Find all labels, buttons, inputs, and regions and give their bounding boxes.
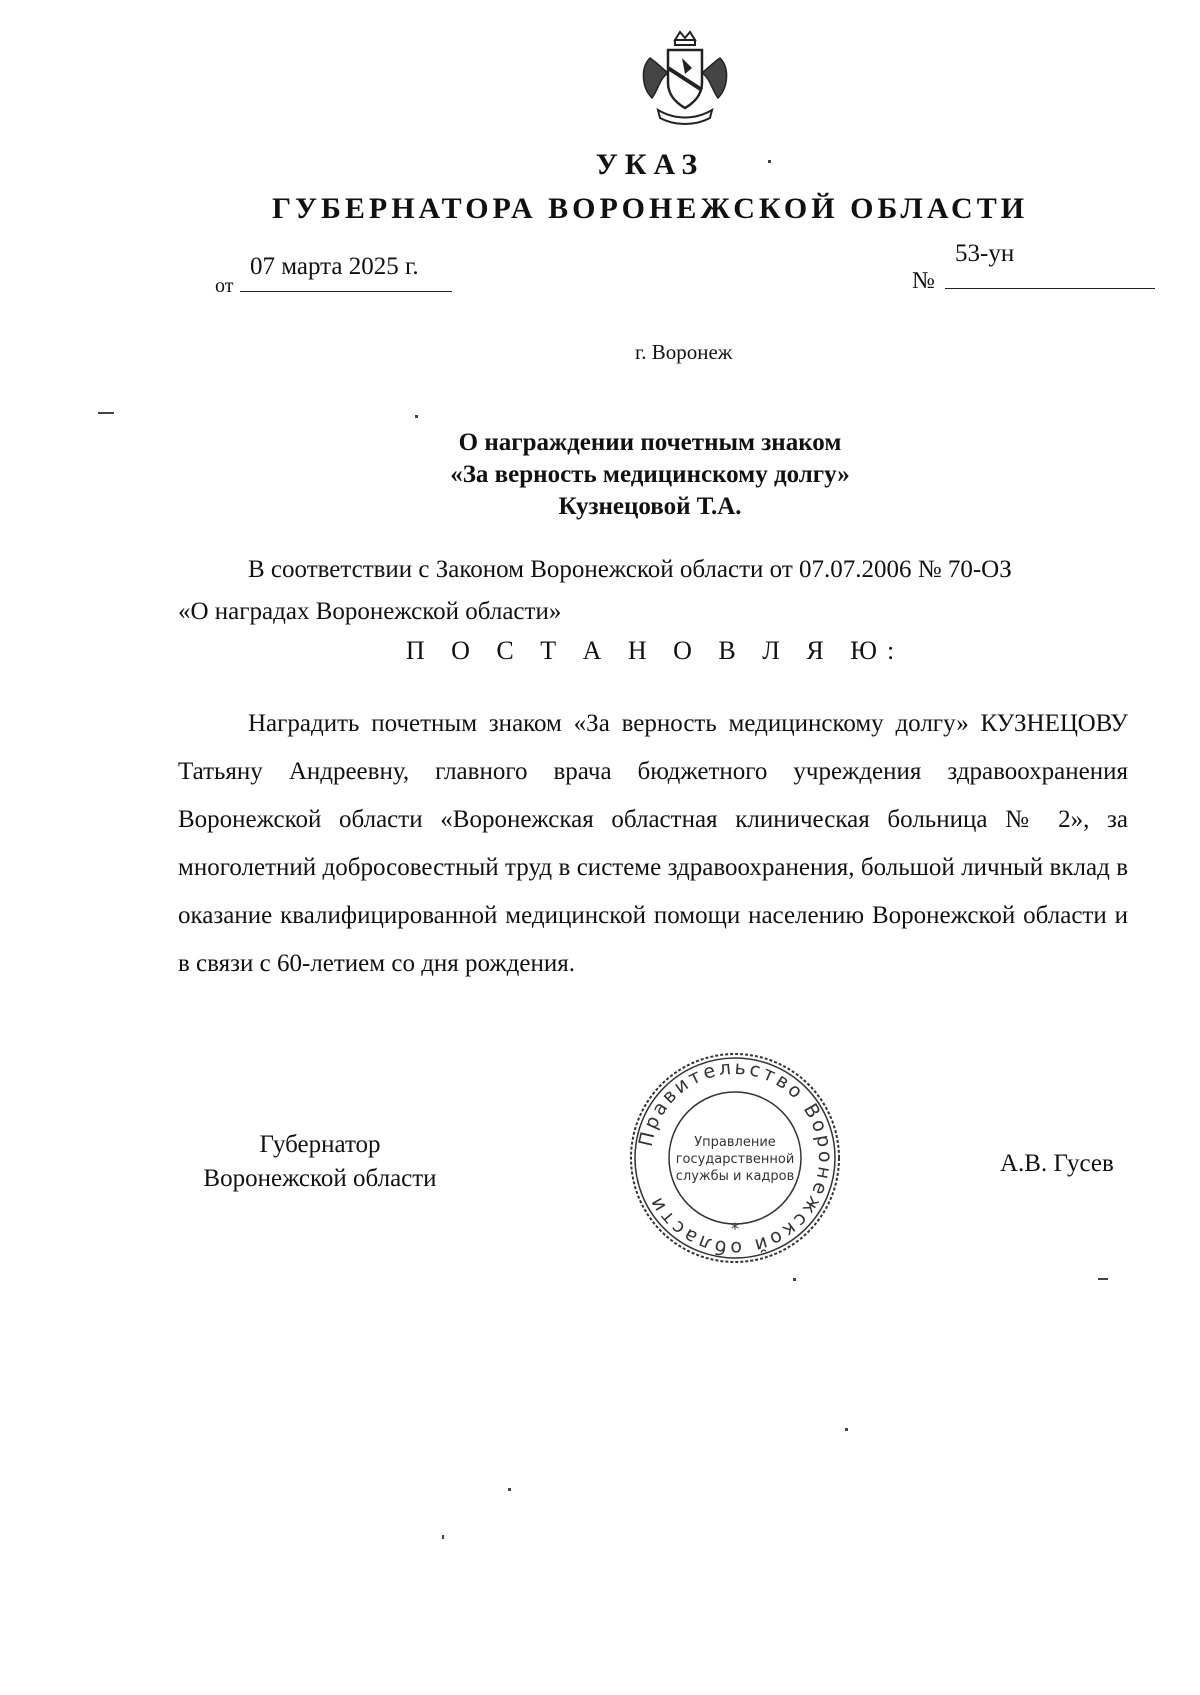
scan-speck — [508, 1488, 511, 1491]
document-city: г. Воронеж — [635, 340, 733, 364]
signatory-role — [185, 1128, 455, 1196]
signatory-role-line-2: Воронежской области — [203, 1165, 437, 1192]
scan-speck — [793, 1278, 796, 1281]
document-heading — [0, 427, 1200, 523]
decree-body: Наградить почетным знаком «За верность медицинскому долгу» КУЗНЕЦОВУ Татьяну Андреевну, главного врача бюджетного учреждения здравоохранения Воронежской области «Воронежская областная клиническая больница № 2», за многолетний добросовестный труд в системе здравоохранения, большой личный вклад в оказание квалифицированной медицинской помощи населению Воронежской области и в связи с 60-летием со дня рождения. — [178, 710, 1128, 977]
document-subtitle: ГУБЕРНАТОРА ВОРОНЕЖСКОЙ ОБЛАСТИ — [271, 192, 1029, 225]
preamble-line-2: «О наградах Воронежской области» — [178, 598, 562, 625]
scan-speck — [1098, 1278, 1108, 1280]
preamble-line-1: В соответствии с Законом Воронежской области от 07.07.2006 № 70-ОЗ — [248, 556, 1012, 583]
number-underline — [945, 288, 1155, 289]
heading-line-3: Кузнецовой Т.А. — [558, 493, 742, 520]
document-number: 53-ун — [955, 240, 1015, 267]
signatory-role-line-1: Губернатор — [259, 1131, 381, 1158]
seal-ring-text: Правительство Воронежской области — [634, 1056, 837, 1260]
number-prefix: № — [912, 268, 935, 294]
seal-star: * — [731, 1219, 739, 1238]
seal-center-line-2: государственной — [675, 1152, 795, 1167]
official-seal — [625, 1048, 845, 1268]
scan-speck — [98, 412, 114, 414]
scan-speck — [768, 160, 771, 163]
heading-line-2: «За верность медицинскому долгу» — [450, 461, 850, 488]
date-underline — [240, 291, 452, 292]
document-date: 07 марта 2025 г. — [250, 253, 419, 280]
heading-line-1: О награждении почетным знаком — [458, 429, 842, 456]
seal-center-line-1: Управление — [694, 1135, 776, 1150]
document-title: УКАЗ — [595, 148, 705, 181]
seal-center-line-3: службы и кадров — [675, 1169, 795, 1184]
scan-speck — [415, 415, 418, 418]
signatory-name: А.В. Гусев — [1000, 1150, 1114, 1177]
preamble — [178, 549, 1118, 633]
scan-speck — [442, 1535, 444, 1539]
scan-speck — [845, 1428, 848, 1431]
date-prefix: от — [215, 275, 234, 297]
decree-word: П О С Т А Н О В Л Я Ю: — [405, 636, 905, 665]
coat-of-arms-emblem — [630, 28, 740, 128]
